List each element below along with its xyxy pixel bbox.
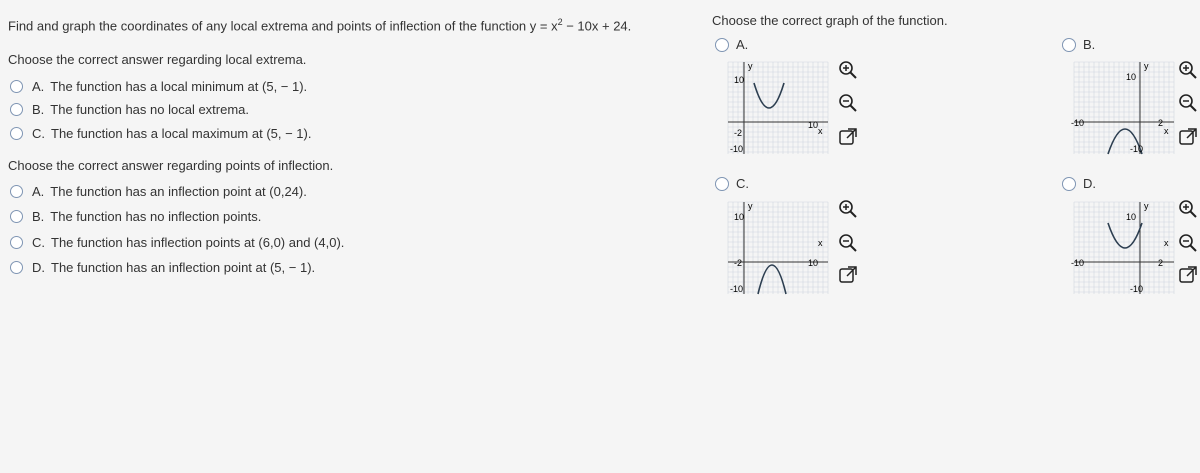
x-pos-tick-label: 10: [808, 120, 819, 130]
inflection-option-c[interactable]: C. The function has inflection points at (6,0) and (4,0).: [10, 233, 344, 251]
inflection-title: Choose the correct answer regarding points of inflection.: [8, 158, 334, 173]
radio-button[interactable]: [1062, 177, 1076, 191]
popout-icon[interactable]: [1178, 265, 1198, 285]
zoom-out-icon[interactable]: [1178, 93, 1198, 113]
zoom-out-icon[interactable]: [1178, 233, 1198, 253]
zoom-out-icon[interactable]: [838, 233, 858, 253]
inflection-option-b[interactable]: B. The function has no inflection points.: [10, 207, 261, 225]
extrema-option-b[interactable]: B. The function has no local extrema.: [10, 100, 249, 118]
graph-option-c[interactable]: C.: [715, 176, 749, 191]
zoom-out-icon[interactable]: [838, 93, 858, 113]
radio-button[interactable]: [10, 127, 23, 140]
graph-a[interactable]: [724, 58, 834, 158]
y-neg-tick-label: -10: [730, 284, 744, 294]
x-label: x: [1164, 126, 1169, 136]
inflection-option-a[interactable]: A. The function has an inflection point at (0,24).: [10, 182, 307, 200]
x-neg-tick-label: -2: [734, 128, 743, 138]
x-pos-tick-label: 2: [1158, 118, 1164, 128]
radio-button[interactable]: [715, 38, 729, 52]
x-label: x: [818, 126, 823, 136]
graph-c[interactable]: [724, 198, 834, 298]
radio-button[interactable]: [10, 261, 23, 274]
question-text: Find and graph the coordinates of any local extrema and points of inflection of the function $y = x^2 - 10x + 24$.: [8, 17, 632, 34]
y-label: y: [748, 61, 753, 71]
x-neg-tick-label: -2: [734, 258, 743, 268]
zoom-in-icon[interactable]: [1178, 60, 1198, 80]
graph-d[interactable]: [1070, 198, 1180, 298]
radio-button[interactable]: [10, 80, 23, 93]
radio-button[interactable]: [10, 103, 23, 116]
y-label: y: [748, 201, 753, 211]
radio-button[interactable]: [715, 177, 729, 191]
graph-question-title: Choose the correct graph of the function.: [712, 13, 948, 28]
grid: [1074, 62, 1174, 154]
popout-icon[interactable]: [838, 265, 858, 285]
y-tick-label: 10: [1126, 212, 1137, 222]
popout-icon[interactable]: [838, 127, 858, 147]
x-pos-tick-label: 10: [808, 258, 819, 268]
x-label: x: [1164, 238, 1169, 248]
y-label: y: [1144, 61, 1149, 71]
zoom-in-icon[interactable]: [1178, 199, 1198, 219]
y-tick-label: 10: [734, 212, 745, 222]
extrema-title: Choose the correct answer regarding local extrema.: [8, 52, 307, 67]
graph-option-a[interactable]: A.: [715, 37, 748, 52]
zoom-in-icon[interactable]: [838, 60, 858, 80]
radio-button[interactable]: [10, 210, 23, 223]
y-tick-label: 10: [734, 75, 745, 85]
radio-button[interactable]: [1062, 38, 1076, 52]
curve: [758, 265, 786, 294]
radio-button[interactable]: [10, 236, 23, 249]
x-label: x: [818, 238, 823, 248]
graph-option-d[interactable]: D.: [1062, 176, 1096, 191]
inflection-option-d[interactable]: D. The function has an inflection point at (5, − 1).: [10, 258, 315, 276]
x-neg-tick-label: -10: [1071, 118, 1085, 128]
graph-option-b[interactable]: B.: [1062, 37, 1095, 52]
radio-button[interactable]: [10, 185, 23, 198]
popout-icon[interactable]: [1178, 127, 1198, 147]
zoom-in-icon[interactable]: [838, 199, 858, 219]
y-label: y: [1144, 201, 1149, 211]
y-neg-tick-label: -10: [730, 144, 744, 154]
y-tick-label: 10: [1126, 72, 1137, 82]
graph-b[interactable]: [1070, 58, 1180, 158]
extrema-option-c[interactable]: C. The function has a local maximum at (5, − 1).: [10, 124, 311, 142]
y-neg-tick-label: -10: [1130, 284, 1144, 294]
x-neg-tick-label: -10: [1071, 258, 1085, 268]
x-pos-tick-label: 2: [1158, 258, 1164, 268]
y-neg-tick-label: -10: [1130, 144, 1144, 154]
extrema-option-a[interactable]: A. The function has a local minimum at (5, − 1).: [10, 77, 307, 95]
